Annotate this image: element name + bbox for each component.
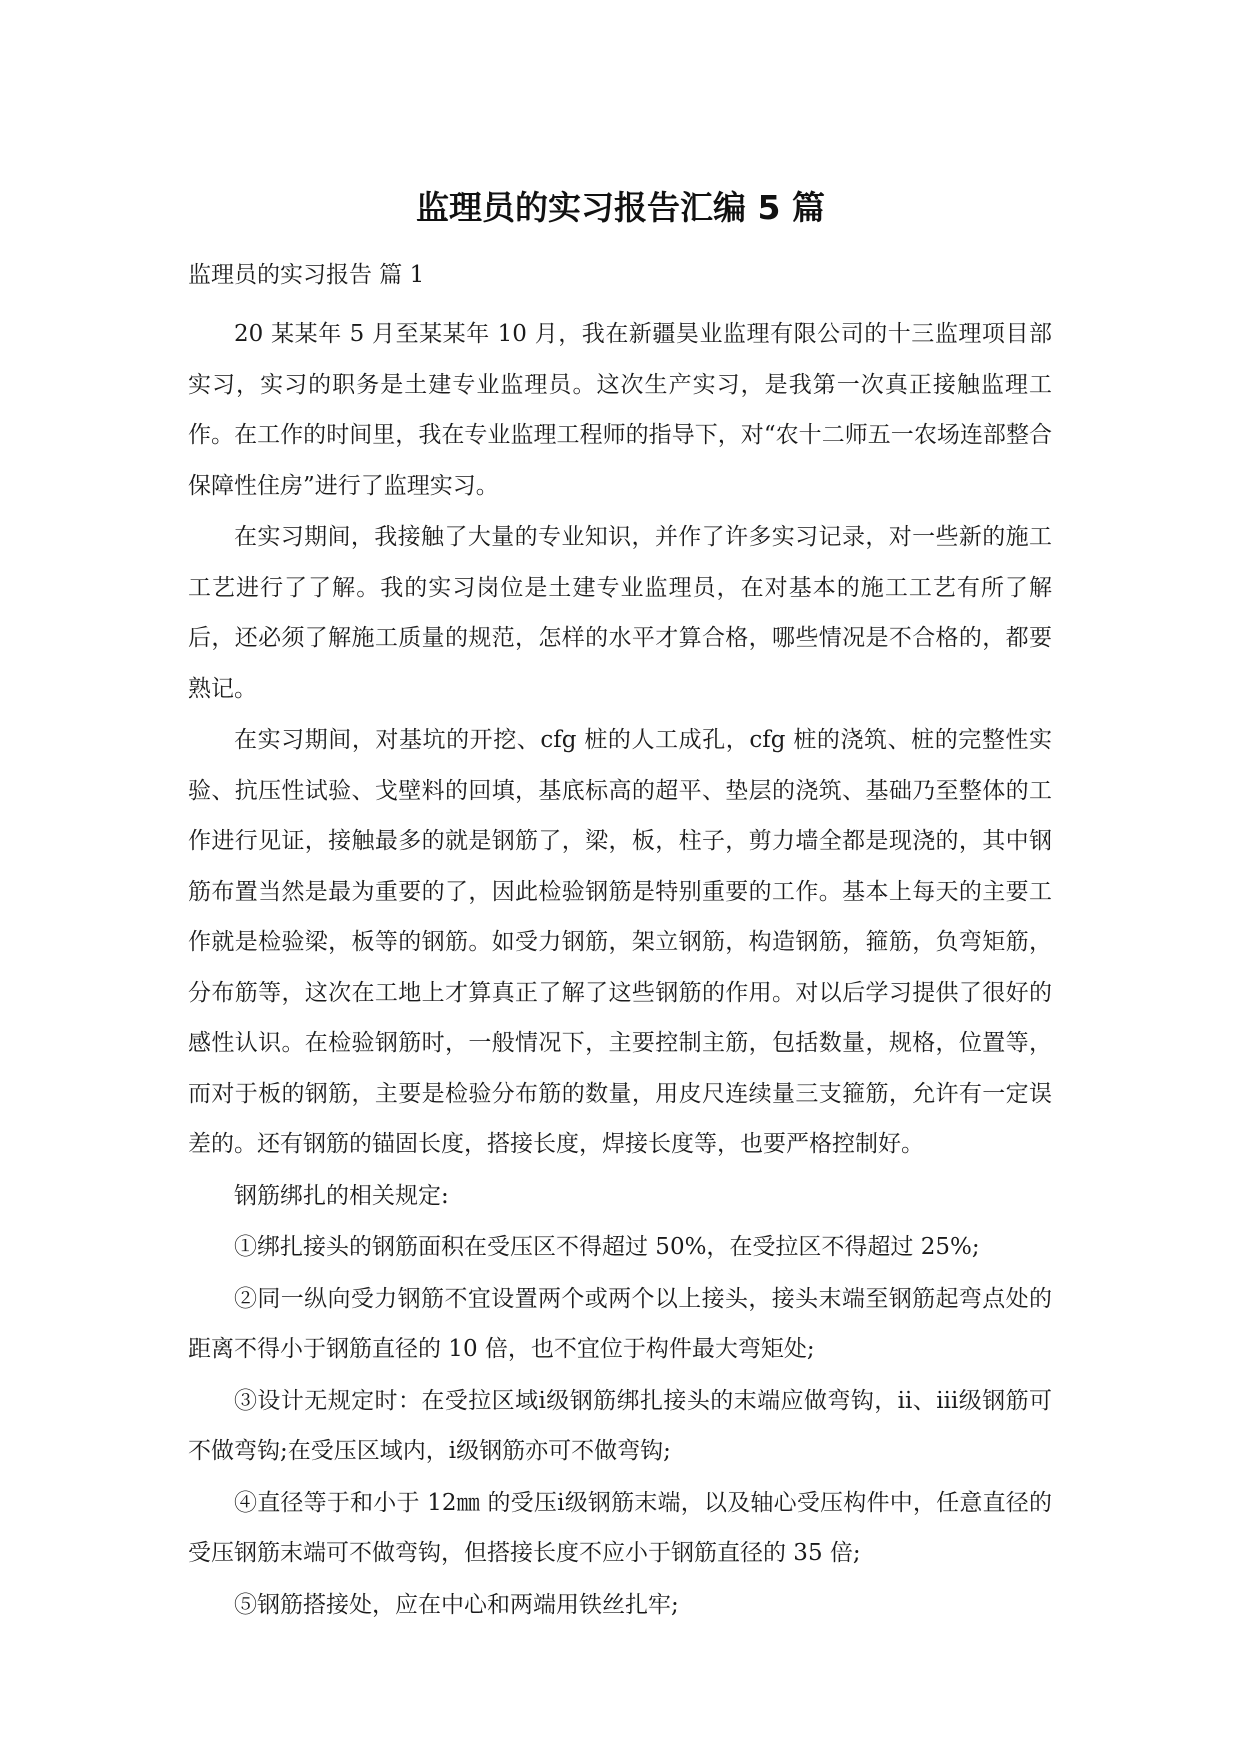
paragraph-knowledge: 在实习期间，我接触了大量的专业知识，并作了许多实习记录，对一些新的施工工艺进行了了解。我的实习岗位是土建专业监理员，在对基本的施工工艺有所了解后，还必须了解施工质量的规范，怎样的水平才算合格，哪些情况是不合格的，都要熟记。 [188,524,1052,702]
paragraph-binding-rules-heading: 钢筋绑扎的相关规定: [234,1182,449,1209]
rule-item-3: ③设计无规定时：在受拉区域ⅰ级钢筋绑扎接头的末端应做弯钩，ⅱ、ⅲ级钢筋可不做弯钩;在受压区域内，ⅰ级钢筋亦可不做弯钩; [188,1387,1052,1464]
rule-item-4: ④直径等于和小于 12㎜ 的受压ⅰ级钢筋末端，以及轴心受压构件中，任意直径的受压钢筋末端可不做弯钩，但搭接长度不应小于钢筋直径的 35 倍; [188,1489,1052,1566]
rule-item-5: ⑤钢筋搭接处，应在中心和两端用铁丝扎牢; [234,1591,679,1618]
paragraph-rebar-inspection: 在实习期间，对基坑的开挖、cfg 桩的人工成孔，cfg 桩的浇筑、桩的完整性实验、抗压性试验、戈壁料的回填，基底标高的超平、垫层的浇筑、基础乃至整体的工作进行见证，接触最多的就是钢筋了，梁，板，柱子，剪力墙全都是现浇的，其中钢筋布置当然是最为重要的了，因此检验钢筋是特别重要的工作。基本上每天的主要工作就是检验梁，板等的钢筋。如受力钢筋，架立钢筋，构造钢筋，箍筋，负弯矩筋，分布筋等，这次在工地上才算真正了解了这些钢筋的作用。对以后学习提供了很好的感性认识。在检验钢筋时，一般情况下，主要控制主筋，包括数量，规格，位置等，而对于板的钢筋，主要是检验分布筋的数量，用皮尺连续量三支箍筋，允许有一定误差的。还有钢筋的锚固长度，搭接长度，焊接长度等，也要严格控制好。 [188,727,1052,1157]
rule-item-2: ②同一纵向受力钢筋不宜设置两个或两个以上接头，接头末端至钢筋起弯点处的距离不得小于钢筋直径的 10 倍，也不宜位于构件最大弯矩处; [188,1285,1052,1362]
document-body [188,255,1052,1631]
rule-item-1: ①绑扎接头的钢筋面积在受压区不得超过 50%，在受拉区不得超过 25%; [234,1234,980,1260]
document-title: 监理员的实习报告汇编 5 篇 [416,188,825,227]
section-heading: 监理员的实习报告 篇 1 [188,262,425,288]
paragraph-intro: 20 某某年 5 月至某某年 10 月，我在新疆昊业监理有限公司的十三监理项目部实习，实习的职务是土建专业监理员。这次生产实习，是我第一次真正接触监理工作。在工作的时间里，我在专业监理工程师的指导下，对“农十二师五一农场连部整合保障性住房”进行了监理实习。 [188,321,1052,499]
